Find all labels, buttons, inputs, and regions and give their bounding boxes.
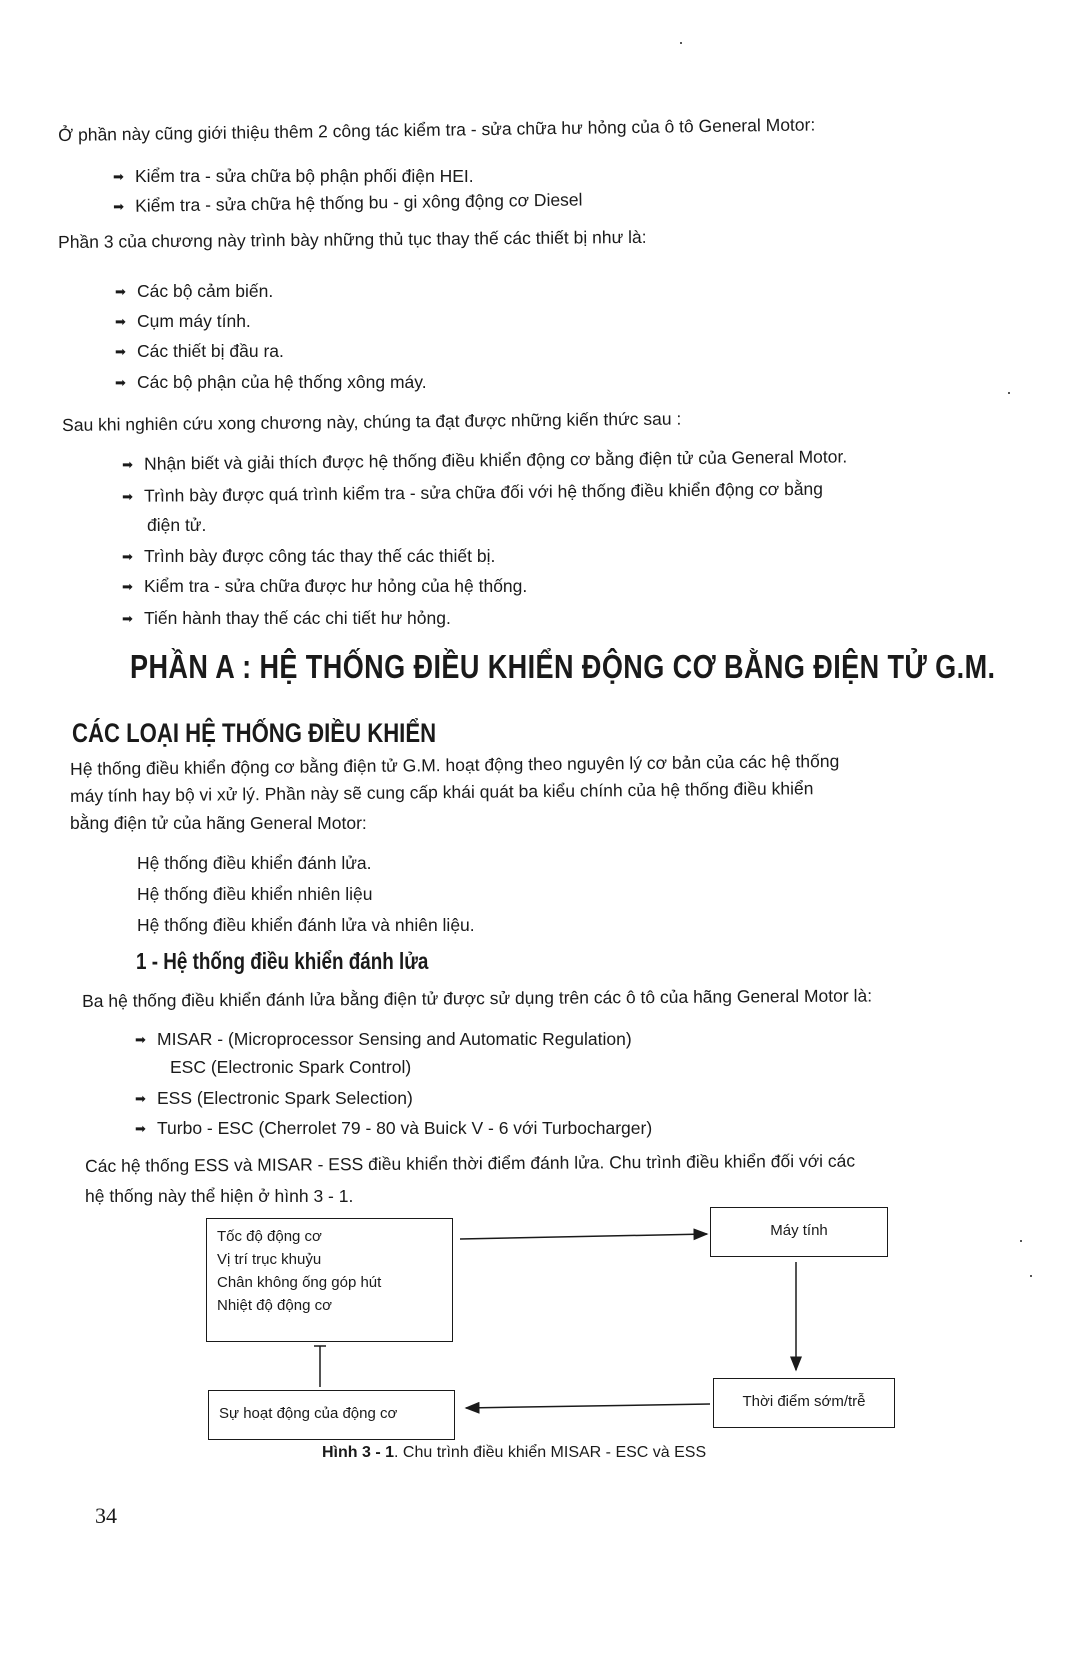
ess-paragraph-line: hệ thống này thể hiện ở hình 3 - 1. xyxy=(85,1186,354,1206)
ess-paragraph-line: Các hệ thống ESS và MISAR - ESS điều khiển thời điểm đánh lửa. Chu trình điều khiển đối với các xyxy=(85,1150,856,1176)
computer-box: Máy tính xyxy=(710,1207,888,1257)
engine-operation-box: Sự hoạt động của động cơ xyxy=(208,1390,455,1440)
page-number: 34 xyxy=(95,1503,117,1528)
bullet-arrow-icon: ➡ xyxy=(122,549,133,564)
caption-label: Hình 3 - 1 xyxy=(322,1444,395,1461)
arrow-inputs-to-computer xyxy=(460,1234,707,1239)
bullet-arrow-icon: ➡ xyxy=(115,375,126,390)
bullet-arrow-icon: ➡ xyxy=(135,1121,146,1136)
intro-item: ➡ Kiểm tra - sửa chữa hệ thống bu - gi xông động cơ Diesel xyxy=(113,188,583,219)
bullet-arrow-icon: ➡ xyxy=(122,579,133,594)
study-item: ➡ Trình bày được công tác thay thế các thiết bị. xyxy=(122,546,496,566)
arrow-timing-to-engine xyxy=(466,1404,710,1408)
caption-text: . Chu trình điều khiển MISAR - ESC và ESS xyxy=(394,1444,707,1461)
study-paragraph: Sau khi nghiên cứu xong chương này, chúng ta đạt được những kiến thức sau : xyxy=(62,408,682,435)
ignition-paragraph: Ba hệ thống điều khiển đánh lửa bằng điện tử được sử dụng trên các ô tô của hãng General Motor là: xyxy=(82,985,873,1011)
input-label: Chân không ống góp hút xyxy=(217,1274,382,1291)
heading-control-types: CÁC LOẠI HỆ THỐNG ĐIỀU KHIỂN xyxy=(72,718,437,748)
types-item: Hệ thống điều khiển đánh lửa và nhiên liệu. xyxy=(137,915,475,935)
types-item: Hệ thống điều khiển đánh lửa. xyxy=(137,853,372,873)
scan-speck xyxy=(1020,1240,1022,1242)
bullet-arrow-icon: ➡ xyxy=(135,1032,146,1047)
scan-speck xyxy=(1030,1275,1032,1277)
intro-item: ➡ Kiểm tra - sửa chữa bộ phận phối điện HEI. xyxy=(113,166,474,186)
study-item: ➡ Nhận biết và giải thích được hệ thống điều khiển động cơ bằng điện tử của General Motor. xyxy=(122,445,847,477)
input-label: Nhiệt độ động cơ xyxy=(217,1297,332,1314)
ignition-item: ➡ Turbo - ESC (Cherrolet 79 - 80 và Buick V - 6 với Turbocharger) xyxy=(135,1118,653,1138)
timing-box: Thời điểm sớm/trễ xyxy=(713,1378,895,1428)
study-item: ➡ Tiến hành thay thế các chi tiết hư hỏng. xyxy=(122,608,451,628)
ignition-item-continuation: ESC (Electronic Spark Control) xyxy=(170,1057,412,1077)
part3-item: ➡ Các thiết bị đầu ra. xyxy=(115,341,284,361)
bullet-arrow-icon: ➡ xyxy=(113,198,125,214)
heading-ignition-control: 1 - Hệ thống điều khiển đánh lửa xyxy=(136,948,429,974)
bullet-arrow-icon: ➡ xyxy=(115,344,126,359)
types-item: Hệ thống điều khiển nhiên liệu xyxy=(137,884,373,904)
ignition-item: ➡ ESS (Electronic Spark Selection) xyxy=(135,1088,413,1108)
study-item: ➡ Trình bày được quá trình kiểm tra - sửa chữa đối với hệ thống điều khiển động cơ bằng xyxy=(122,478,823,509)
bullet-arrow-icon: ➡ xyxy=(115,314,126,329)
bullet-arrow-icon: ➡ xyxy=(122,611,133,626)
part3-paragraph: Phần 3 của chương này trình bày những thủ tục thay thế các thiết bị như là: xyxy=(58,226,647,252)
bullet-arrow-icon: ➡ xyxy=(122,456,134,472)
scan-speck xyxy=(680,42,682,44)
part3-item: ➡ Cụm máy tính. xyxy=(115,311,251,331)
input-label: Vị trí trục khuỷu xyxy=(217,1251,322,1268)
bullet-arrow-icon: ➡ xyxy=(122,488,134,504)
heading-part-a: PHẦN A : HỆ THỐNG ĐIỀU KHIỂN ĐỘNG CƠ BẰNG ĐIỆN TỬ G.M. xyxy=(130,648,996,685)
ignition-item: ➡ MISAR - (Microprocessor Sensing and Automatic Regulation) xyxy=(135,1029,632,1049)
bullet-arrow-icon: ➡ xyxy=(113,169,124,184)
part3-item: ➡ Các bộ cảm biến. xyxy=(115,281,274,301)
scan-speck xyxy=(1008,392,1010,394)
input-label: Tốc độ động cơ xyxy=(217,1228,322,1245)
figure-caption xyxy=(322,1444,706,1462)
part3-item: ➡ Các bộ phận của hệ thống xông máy. xyxy=(115,372,427,392)
study-item: ➡ Kiểm tra - sửa chữa được hư hỏng của hệ thống. xyxy=(122,576,528,596)
types-paragraph-line: Hệ thống điều khiển động cơ bằng điện tử G.M. hoạt động theo nguyên lý cơ bản của các hệ thống xyxy=(70,750,840,779)
intro-paragraph: Ở phần này cũng giới thiệu thêm 2 công tác kiểm tra - sửa chữa hư hỏng của ô tô General Motor: xyxy=(58,114,816,145)
types-paragraph-line: máy tính hay bộ vi xử lý. Phần này sẽ cung cấp khái quát ba kiểu chính của hệ thống điều khiển xyxy=(70,778,814,806)
types-paragraph-line: bằng điện tử của hãng General Motor: xyxy=(70,813,367,833)
bullet-arrow-icon: ➡ xyxy=(115,284,126,299)
study-item-continuation: điện tử. xyxy=(147,515,207,535)
bullet-arrow-icon: ➡ xyxy=(135,1091,146,1106)
